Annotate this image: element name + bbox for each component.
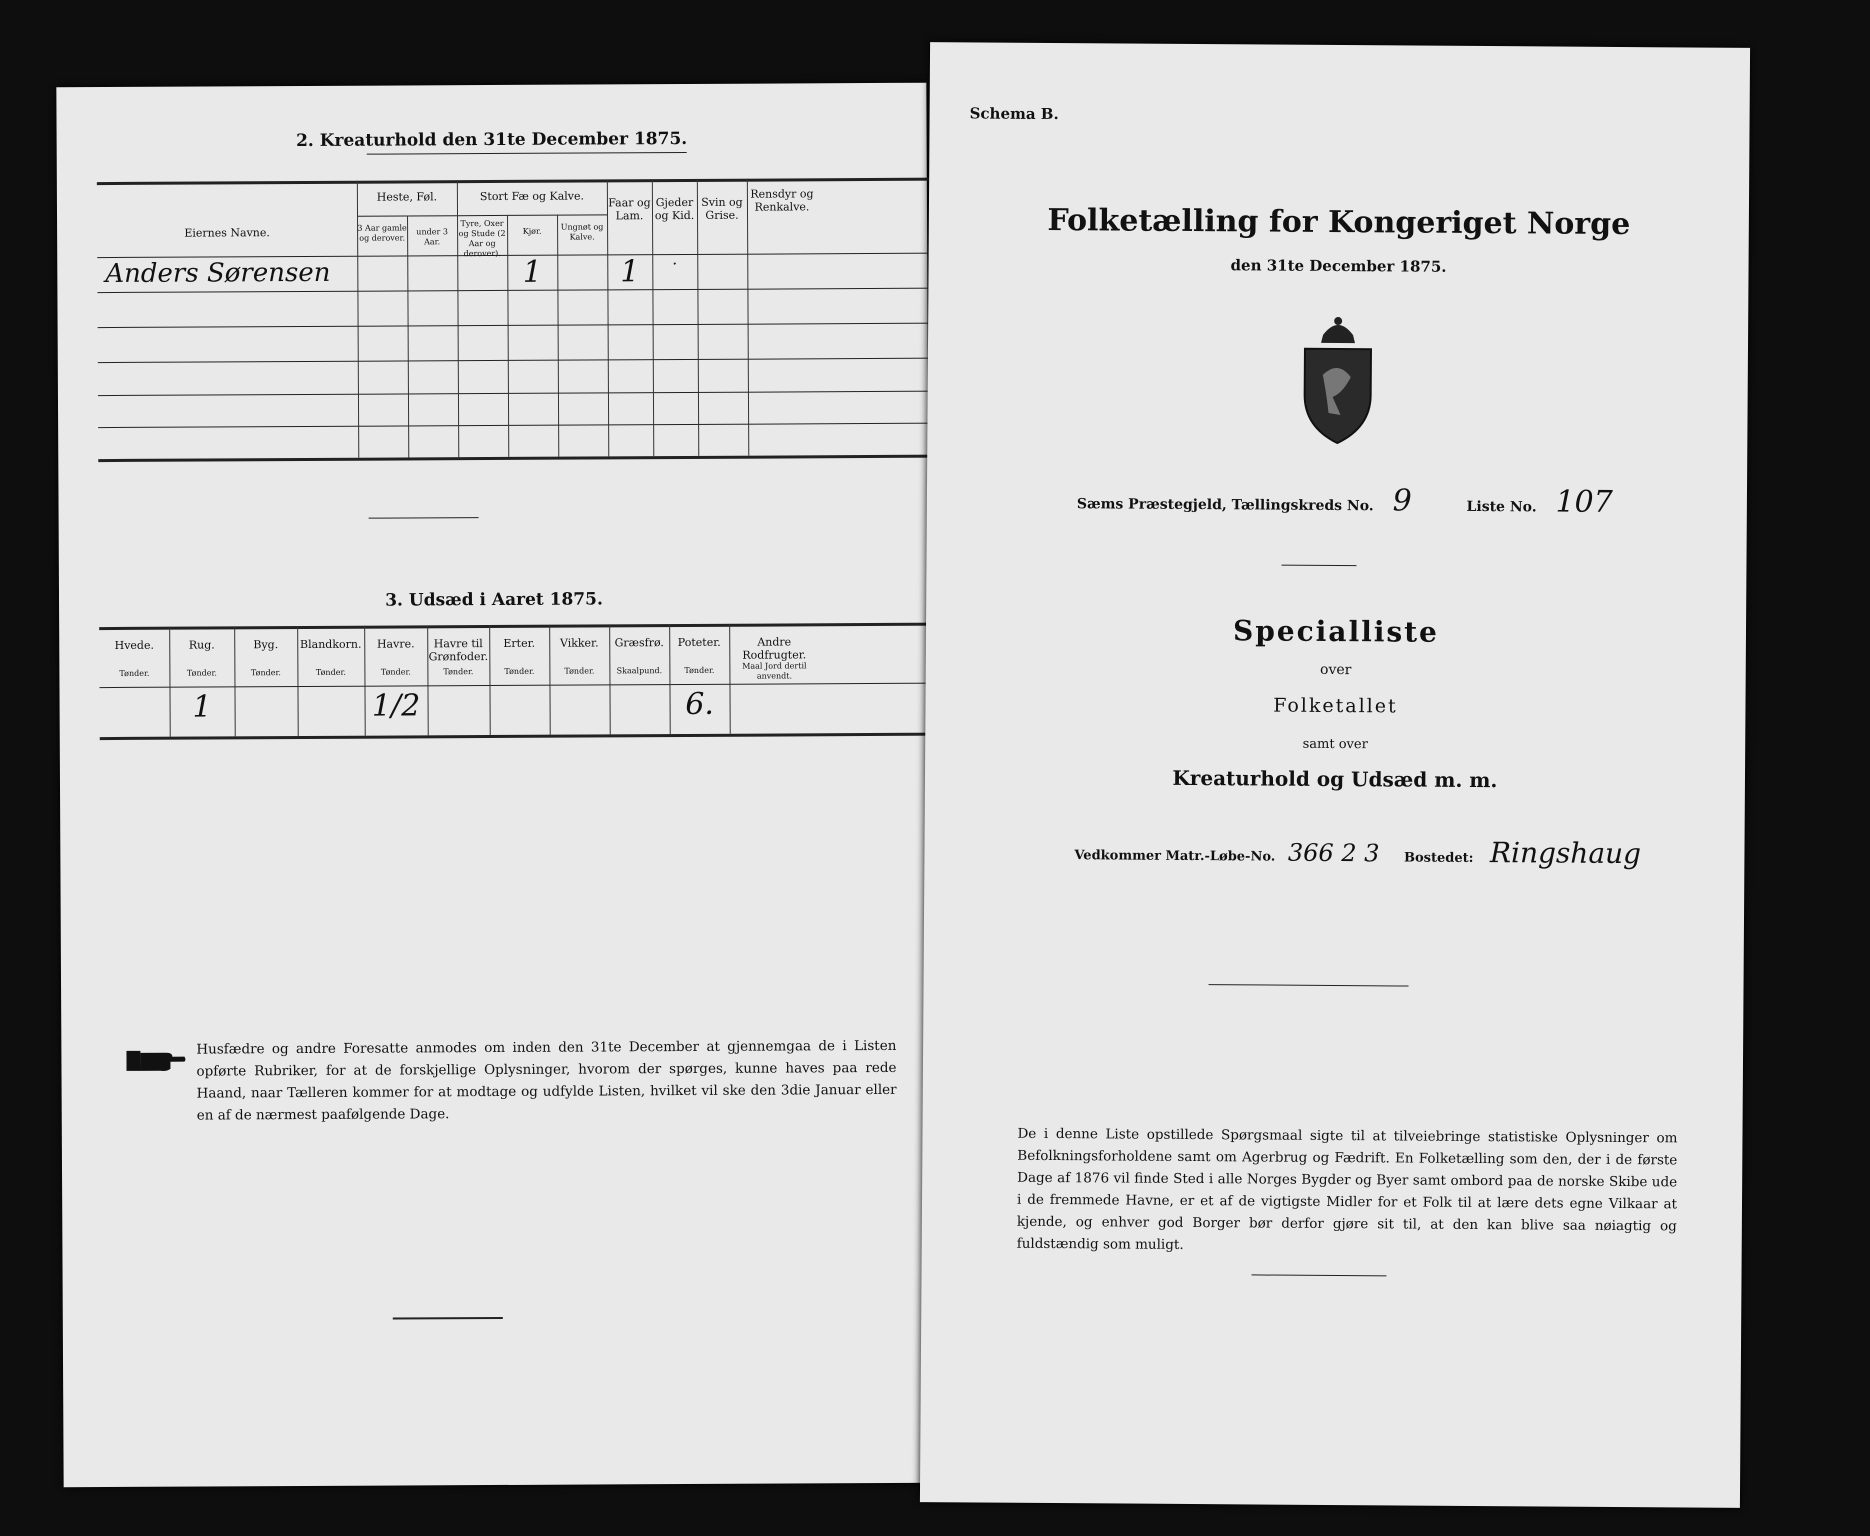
table3-header-name: Græsfrø.: [614, 636, 664, 650]
special-title: Specialliste: [1232, 614, 1440, 649]
folketallet-label: Folketallet: [1273, 694, 1398, 718]
list-number: 107: [1555, 484, 1613, 520]
table3-header-name: Rug.: [188, 638, 215, 652]
table3-header-name: Hvede.: [114, 638, 154, 652]
samt-over-label: samt over: [1302, 736, 1368, 753]
matr-number: 366 2 3: [1287, 838, 1380, 868]
header-pigs: Svin og Grise.: [701, 195, 743, 222]
header-owner-name: Eiernes Navne.: [184, 226, 270, 240]
table2-col-divider: [407, 215, 409, 457]
over-label: over: [1320, 661, 1352, 679]
schema-label: Schema B.: [969, 104, 1059, 124]
table3-header-name: Erter.: [503, 636, 536, 650]
table3-header-name: Byg.: [253, 638, 279, 652]
table3-value-cell: 6.: [685, 686, 714, 723]
table2-row-rule: [98, 423, 938, 428]
table3-header-name: Andre Rodfrugter.: [742, 635, 807, 662]
section3-title: 3. Udsæd i Aaret 1875.: [385, 589, 603, 611]
bosted-value: Ringshaug: [1489, 836, 1642, 871]
pointing-hand-icon: [126, 1047, 186, 1079]
section2-title-rule: [367, 152, 687, 155]
form-title: Folketælling for Kongeriget Norge: [1047, 202, 1631, 243]
section2-title: 2. Kreaturhold den 31te December 1875.: [296, 128, 688, 152]
kreaturhold-label: Kreaturhold og Udsæd m. m.: [1172, 765, 1498, 793]
matr-line: [1074, 833, 1694, 870]
table2-col-divider: [747, 179, 749, 456]
table2-row-rule: [98, 323, 938, 328]
table3-header-rule: [99, 683, 939, 688]
header-reindeer: Rensdyr og Renkalve.: [750, 187, 814, 214]
table2-row-rule: [98, 358, 938, 363]
list-label: Liste No.: [1466, 498, 1537, 516]
header-horses-old: 3 Aar gamle og derover.: [357, 223, 407, 243]
table3-header-unit: Maal Jord dertil anvendt.: [742, 661, 807, 681]
owner-name: Anders Sørensen: [105, 257, 331, 290]
header-horses: Heste, Føl.: [376, 190, 438, 204]
table3-header-unit: Tønder.: [684, 665, 715, 676]
header-sheep: Faar og Lam.: [608, 196, 651, 223]
table3-header-unit: Tønder.: [250, 668, 281, 678]
table3-header-unit: Tønder.: [443, 667, 474, 677]
bottom-rule: [1252, 1274, 1387, 1276]
goats-value: ·: [672, 254, 678, 274]
divider-rule: [369, 517, 479, 519]
table2-col-divider: [507, 215, 509, 457]
table2-subheader-rule: [457, 214, 607, 216]
bottom-rule: [393, 1317, 503, 1320]
header-cattle: Stort Fæ og Kalve.: [479, 189, 585, 204]
header-goats: Gjeder og Kid.: [654, 195, 695, 223]
divider-rule: [1281, 565, 1356, 567]
table3-header-unit: Skaalpund.: [616, 666, 663, 676]
notice-text: Husfædre og andre Foresatte anmodes om inden den 31te December at gjennemgaa de i Listen opførte Rubriker, for at de forskjellige Oplysninger, hvorom der spørges, kunne haves paa rede Haand, naar Tælleren kommer for at modtage og udfylde Listen, hvilket vil ske den 3die Januar eller en af de nærmest paafølgende Dage.: [196, 1037, 897, 1124]
table3-header-name: Vikker.: [559, 636, 599, 650]
matr-label: Vedkommer Matr.-Løbe-No.: [1074, 848, 1276, 865]
table2-col-divider: [357, 181, 359, 458]
sheep-value: 1: [620, 254, 640, 290]
table2-row-rule: [98, 391, 938, 396]
bosted-label: Bostedet:: [1403, 850, 1474, 866]
info-text: De i denne Liste opstillede Spørgsmaal sigte til at tilveiebringe statistiske Oplysninger om Befolkningsforholdene samt om Agerbrug og Fædrift. En Folketælling som den, der i de første Dage af 1876 vil finde Sted i alle Norges Bygder og Byer samt ombord paa de norske Skibe ude i de fremmede Havne, er et af de vigtigste Midler for et Folk til at lære dets egne Vilkaar at kjende, og enhver god Borger bør derfor gjøre sit til, at den kan blive saa nøiagtig og fuldstændig som muligt.: [1016, 1125, 1678, 1253]
parish-line: [1077, 481, 1697, 520]
parish-label: Sæms Præstegjeld, Tællingskreds No.: [1076, 496, 1374, 515]
header-bulls: Tyre, Oxer og Stude (2 Aar og derover).: [458, 218, 506, 259]
table2-bottom-rule: [98, 455, 938, 462]
cows-value: 1: [522, 254, 542, 290]
divider-rule: [1209, 984, 1409, 986]
form-subtitle: den 31te December 1875.: [1230, 256, 1447, 276]
table3-bottom-rule: [100, 733, 940, 740]
table3-header-name: Havre.: [376, 637, 415, 651]
table3-header-unit: Tønder.: [119, 668, 150, 678]
table3-header-name: Poteter.: [677, 635, 721, 650]
table3-header-unit: Tønder.: [186, 668, 217, 678]
coat-of-arms-icon: [1292, 315, 1383, 450]
table3-header-unit: Tønder.: [564, 666, 595, 676]
table3-header-unit: Tønder.: [380, 667, 411, 677]
table3-header-unit: Tønder.: [315, 667, 346, 677]
table3-top-rule: [99, 623, 939, 630]
header-cows: Kjør.: [522, 226, 542, 236]
table2-col-divider: [557, 215, 559, 457]
table3-value-cell: 1/2: [371, 688, 421, 724]
table3-header-unit: Tønder.: [504, 666, 535, 676]
table3-value-cell: 1: [192, 689, 212, 725]
table3-header-name: Blandkorn.: [300, 637, 362, 652]
header-young: Ungnøt og Kalve.: [560, 222, 604, 242]
left-page: [56, 83, 933, 1488]
right-page: [920, 42, 1750, 1508]
table2-top-rule: [97, 178, 937, 185]
header-horses-young: under 3 Aar.: [416, 227, 448, 247]
table3-header-name: Havre til Grønfoder.: [428, 637, 489, 664]
district-number: 9: [1392, 483, 1412, 519]
